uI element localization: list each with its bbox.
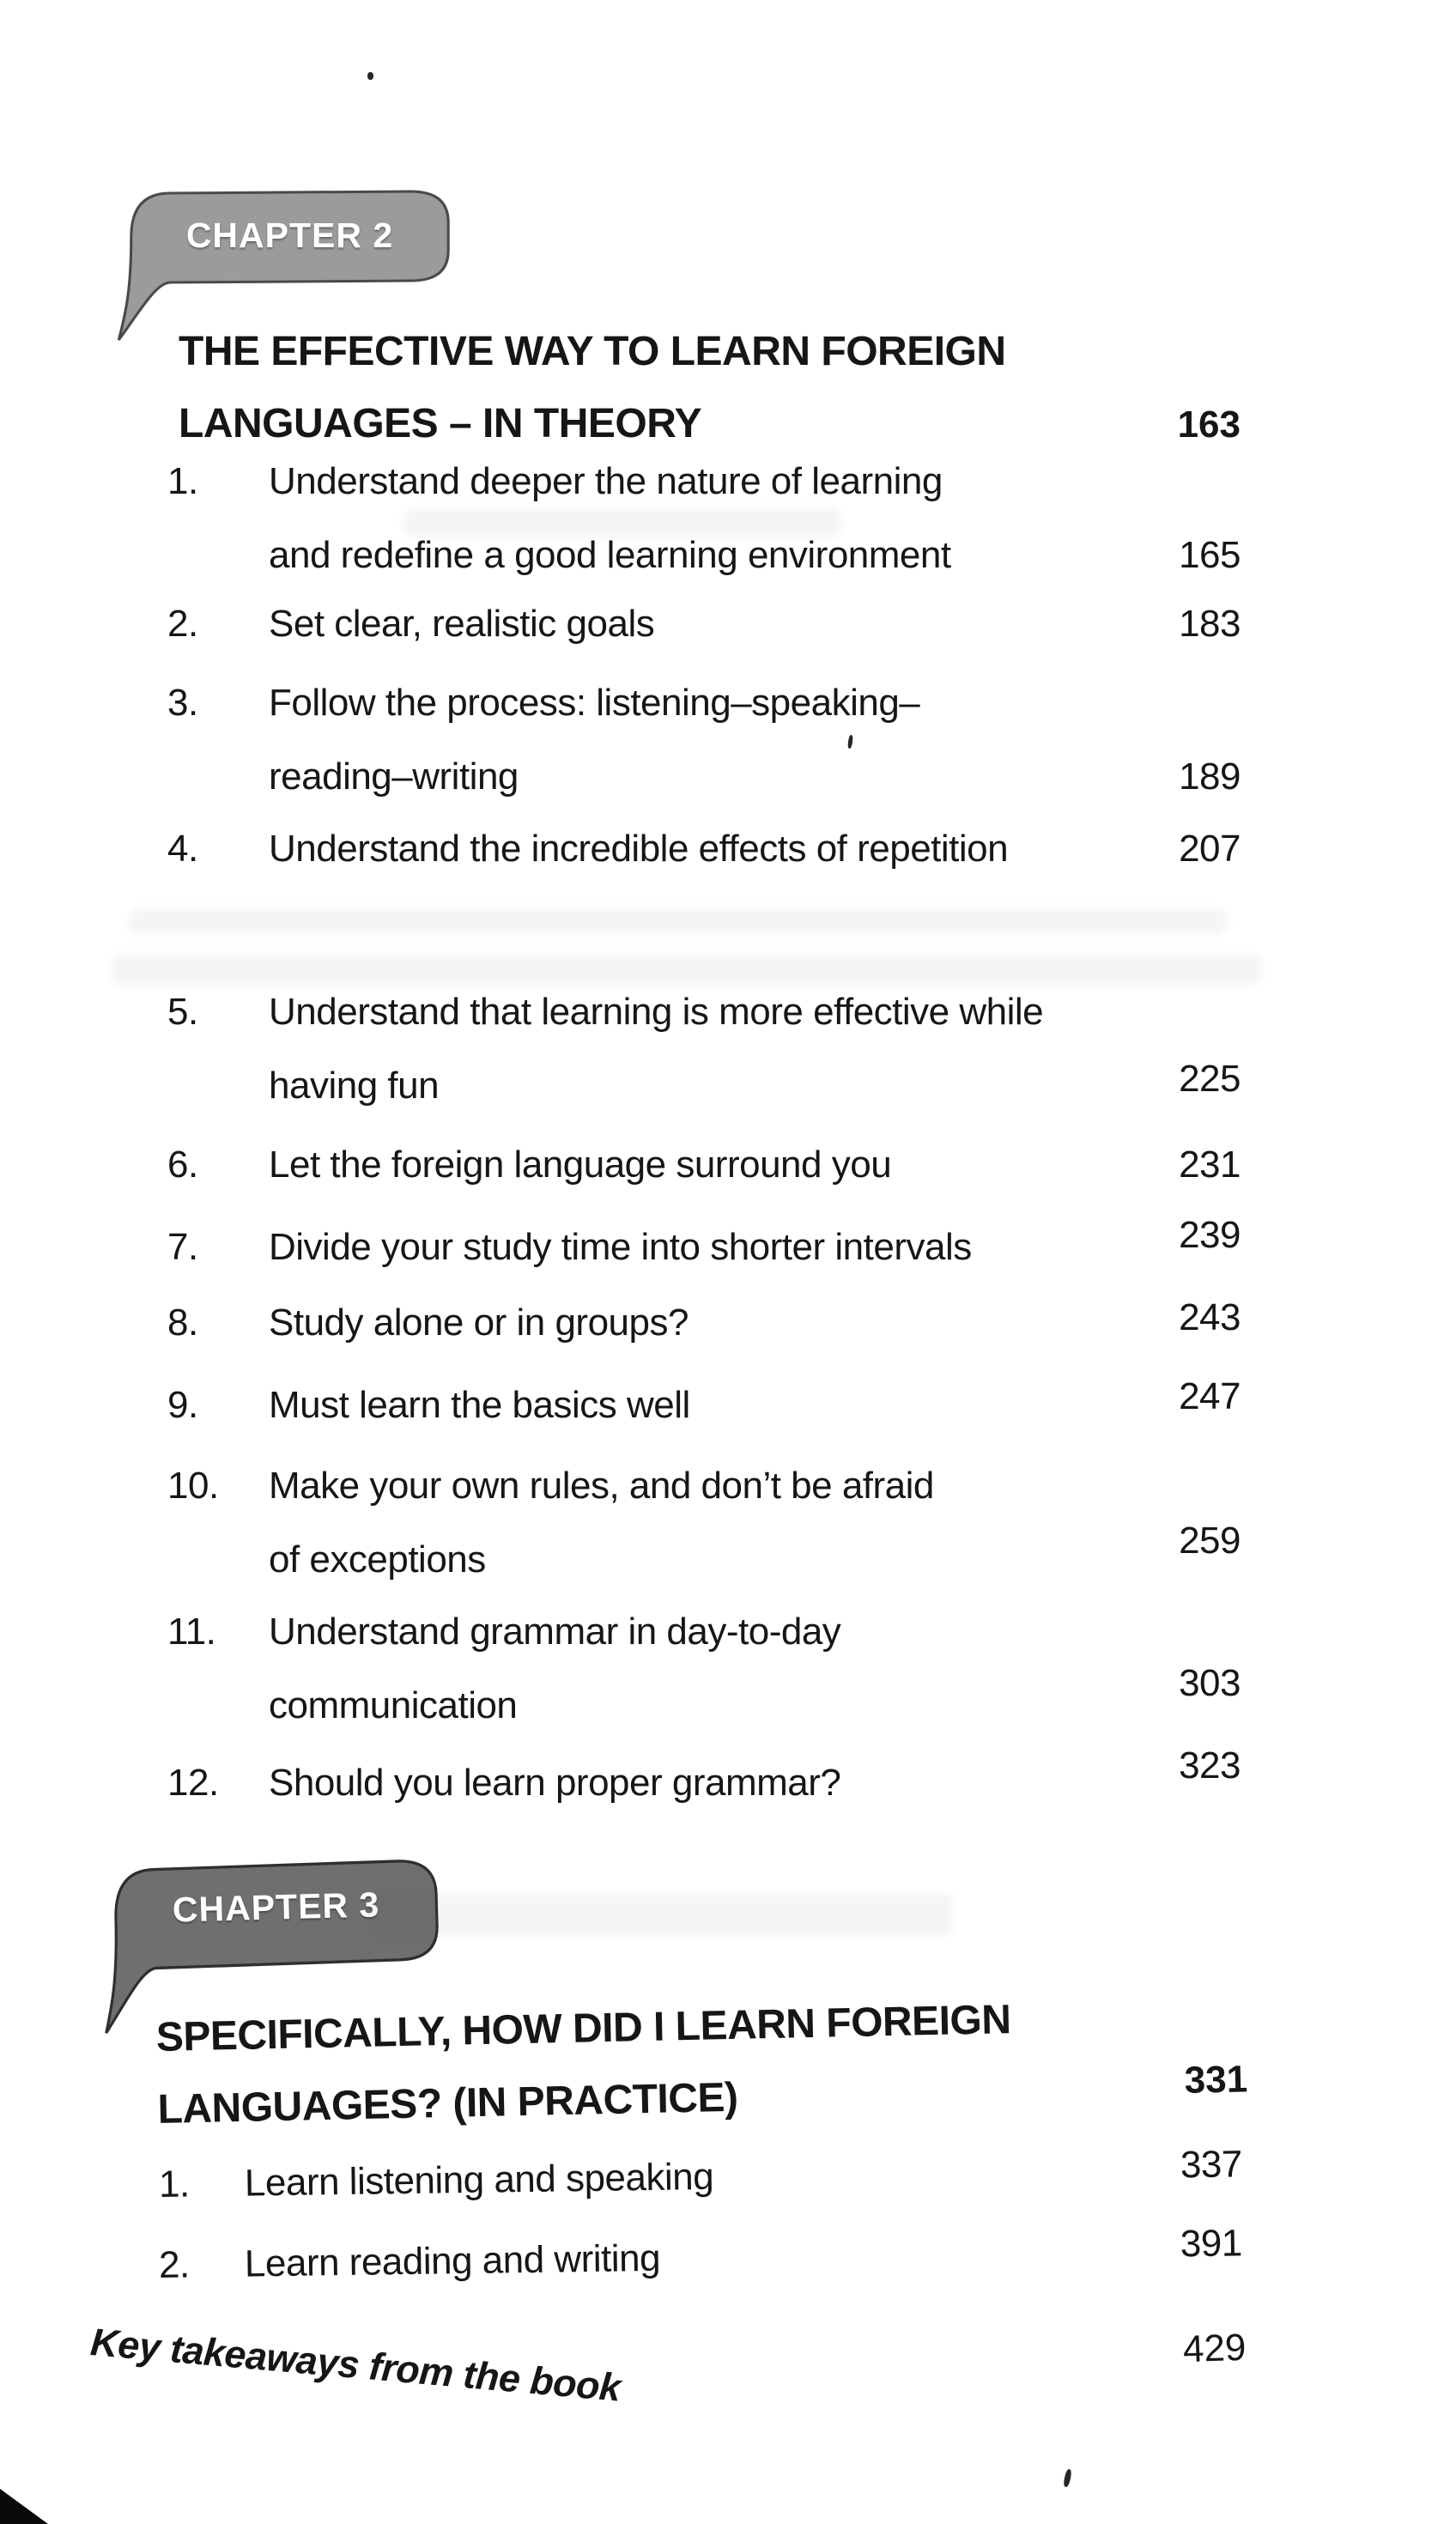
toc-item-9: [167, 1368, 1241, 1442]
toc-item-number: 6.: [167, 1144, 198, 1186]
toc-item-line: Follow the process: listening–speaking–: [269, 682, 920, 724]
toc-item-ch3-1: [158, 2133, 1242, 2222]
toc-item-ch3-2: [158, 2213, 1242, 2303]
toc-item-page: 303: [1179, 1662, 1241, 1704]
toc-item-line: Understand the incredible effects of repetition: [269, 828, 1009, 870]
footer-takeaways-page: 429: [1181, 2326, 1247, 2371]
toc-item-line: Make your own rules, and don’t be afraid: [269, 1465, 934, 1507]
toc-item-12: [167, 1746, 1241, 1820]
toc-item-text: [269, 587, 1112, 661]
toc-item-page: 165: [1179, 534, 1241, 576]
toc-item-number: 12.: [167, 1762, 219, 1804]
chapter3-title-line: SPECIFICALLY, HOW DID I LEARN FOREIGN: [155, 1997, 1011, 2060]
toc-item-line: of exceptions: [269, 1538, 486, 1581]
toc-item-page: 323: [1179, 1744, 1241, 1787]
toc-item-number: 5.: [167, 991, 198, 1033]
chapter2-title-line: THE EFFECTIVE WAY TO LEARN FOREIGN: [179, 329, 1006, 374]
toc-item-number: 4.: [167, 828, 198, 870]
toc-item-6: [167, 1128, 1241, 1202]
toc-item-number: 1.: [158, 2163, 191, 2205]
toc-item-number: 10.: [167, 1465, 219, 1507]
chapter3-title: [155, 1983, 1042, 2146]
toc-item-line: Learn reading and writing: [244, 2236, 661, 2285]
toc-item-line: Set clear, realistic goals: [269, 603, 655, 645]
chapter3-badge-label: CHAPTER 3: [172, 1884, 380, 1930]
toc-item-line: communication: [269, 1684, 518, 1726]
footer-takeaways-label: Key takeaways from the book: [88, 2320, 622, 2410]
toc-item-page: 207: [1179, 828, 1241, 870]
chapter2-title: [179, 316, 1034, 460]
toc-item-line: Study alone or in groups?: [269, 1301, 689, 1344]
toc-item-line: and redefine a good learning environment: [269, 534, 951, 576]
toc-item-number: 1.: [167, 460, 198, 502]
toc-item-text: [269, 1746, 1112, 1820]
toc-item-page: 243: [1179, 1296, 1241, 1338]
toc-item-line: having fun: [269, 1065, 440, 1107]
toc-item-number: 7.: [167, 1226, 198, 1268]
toc-item-text: [269, 1449, 1112, 1597]
bleed-through-smudge: [369, 1893, 953, 1936]
toc-item-page: 259: [1179, 1520, 1241, 1562]
toc-item-text: [269, 812, 1112, 886]
chapter2-title-line: LANGUAGES – IN THEORY: [179, 401, 702, 446]
toc-item-line: Learn listening and speaking: [244, 2155, 714, 2205]
bleed-through-smudge: [403, 508, 841, 537]
toc-item-5: [167, 975, 1241, 1123]
toc-item-page: 231: [1179, 1144, 1241, 1186]
toc-item-text: [269, 666, 1112, 814]
toc-item-line: reading–writing: [269, 755, 519, 798]
toc-item-page: 247: [1179, 1375, 1241, 1417]
toc-item-page: 391: [1180, 2222, 1243, 2266]
toc-item-number: 3.: [167, 682, 198, 724]
toc-item-line: Divide your study time into shorter intervals: [269, 1226, 972, 1268]
toc-item-line: Must learn the basics well: [269, 1384, 690, 1426]
toc-item-text: [269, 1595, 1112, 1743]
toc-item-text: [269, 1210, 1112, 1284]
toc-item-page: 225: [1179, 1058, 1241, 1100]
toc-item-7: [167, 1210, 1241, 1284]
toc-item-number: 2.: [158, 2243, 191, 2286]
toc-item-line: Let the foreign language surround you: [269, 1144, 892, 1186]
ink-speck: [367, 72, 373, 80]
bleed-through-smudge: [112, 955, 1262, 986]
toc-item-line: Should you learn proper grammar?: [269, 1762, 841, 1804]
chapter2-page-number: 163: [1177, 403, 1241, 446]
toc-item-4: [167, 812, 1241, 886]
ink-speck: [1063, 2469, 1072, 2488]
bleed-through-smudge: [129, 908, 1228, 934]
toc-item-2: [167, 587, 1241, 661]
toc-item-page: 239: [1179, 1214, 1241, 1256]
toc-item-text: [269, 1286, 1112, 1360]
chapter3-header: [155, 1979, 1248, 2146]
toc-item-number: 8.: [167, 1301, 198, 1344]
toc-item-page: 189: [1179, 755, 1241, 798]
toc-item-10: [167, 1449, 1241, 1597]
toc-item-line: Understand grammar in day-to-day: [269, 1611, 841, 1653]
chapter2-badge-label: CHAPTER 2: [185, 215, 394, 255]
chapter3-title-line: LANGUAGES? (IN PRACTICE): [157, 2074, 739, 2133]
scan-corner-shadow: [0, 2481, 48, 2524]
toc-item-number: 2.: [167, 603, 198, 645]
toc-item-text: [269, 1128, 1112, 1202]
chapter3-page-number: 331: [1184, 2058, 1248, 2102]
chapter2-header: [179, 316, 1241, 460]
toc-item-page: 337: [1180, 2143, 1243, 2187]
toc-item-text: [269, 1368, 1112, 1442]
toc-item-line: Understand that learning is more effective while: [269, 991, 1044, 1033]
toc-item-line: Understand deeper the nature of learning: [269, 460, 943, 502]
toc-item-8: [167, 1286, 1241, 1360]
toc-item-text: [269, 975, 1112, 1123]
toc-item-11: [167, 1595, 1241, 1743]
toc-item-text: [244, 2134, 1113, 2220]
toc-item-number: 11.: [167, 1611, 216, 1653]
toc-item-text: [244, 2215, 1113, 2301]
toc-item-number: 9.: [167, 1384, 198, 1426]
toc-item-3: [167, 666, 1241, 814]
toc-item-page: 183: [1179, 603, 1241, 645]
